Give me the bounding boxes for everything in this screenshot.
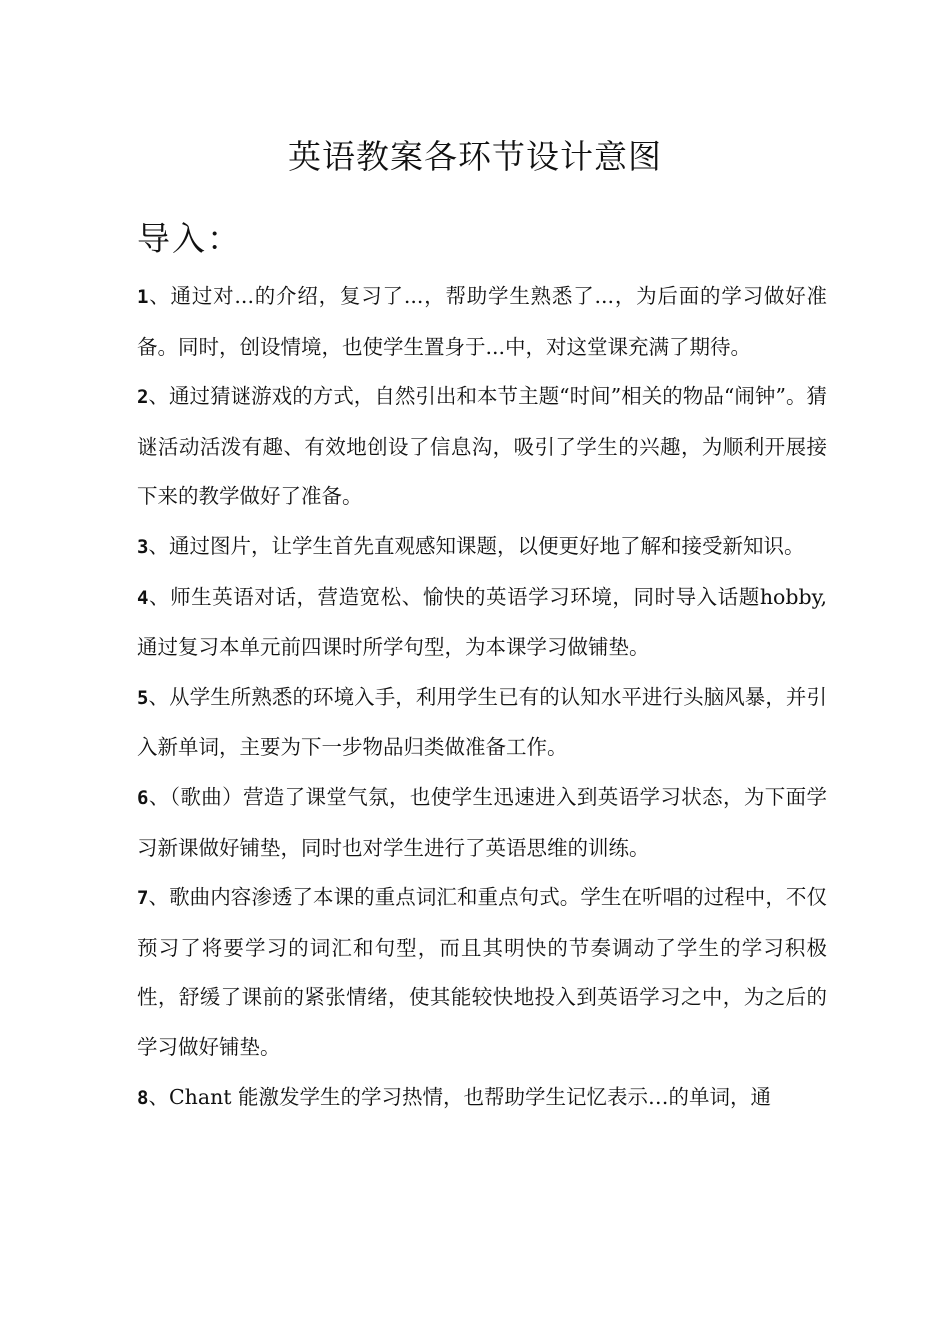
paragraph-2 [137, 372, 827, 522]
paragraph-number: 7 [137, 887, 149, 910]
paragraph-text: 、Chant 能激发学生的学习热情，也帮助学生记忆表示…的单词，通 [148, 1084, 772, 1109]
paragraph-5 [137, 673, 827, 773]
document-title: 英语教案各环节设计意图 [288, 137, 662, 176]
paragraph-number: 4 [137, 586, 149, 609]
paragraph-3 [137, 522, 827, 573]
paragraph-text: 、师生英语对话，营造宽松、愉快的英语学习环境，同时导入话题hobby,通过复习本单元前四课时所学句型，为本课学习做铺垫。 [137, 584, 827, 660]
paragraph-text: 、通过猜谜游戏的方式，自然引出和本节主题“时间”相关的物品“闹钟”。猜谜活动活泼有趣、有效地创设了信息沟，吸引了学生的兴趣，为顺利开展接下来的教学做好了准备。 [137, 384, 827, 509]
section-heading: 导入： [137, 219, 242, 258]
paragraph-text: 、（歌曲）营造了课堂气氛，也使学生迅速进入到英语学习状态，为下面学习新课做好铺垫，同时也对学生进行了英语思维的训练。 [137, 784, 827, 860]
paragraph-text: 、通过图片，让学生首先直观感知课题，以便更好地了解和接受新知识。 [148, 533, 805, 558]
paragraph-number: 3 [137, 535, 149, 558]
paragraph-7 [137, 873, 827, 1072]
paragraph-number: 2 [137, 386, 149, 409]
paragraph-text: 、歌曲内容渗透了本课的重点词汇和重点句式。学生在听唱的过程中，不仅预习了将要学习的词汇和句型，而且其明快的节奏调动了学生的学习积极性，舒缓了课前的紧张情绪，使其能较快地投入到英语学习之中，为之后的学习做好铺垫。 [137, 885, 827, 1059]
paragraph-6 [137, 773, 827, 873]
paragraph-number: 8 [137, 1086, 149, 1109]
paragraph-1 [137, 272, 827, 372]
body-text [137, 272, 827, 1123]
paragraph-text: 、从学生所熟悉的环境入手，利用学生已有的认知水平进行头脑风暴，并引入新单词，主要为下一步物品归类做准备工作。 [137, 684, 827, 760]
paragraph-8 [137, 1073, 827, 1124]
paragraph-4 [137, 573, 827, 673]
paragraph-text: 、通过对...的介绍，复习了...，帮助学生熟悉了...，为后面的学习做好准备。同时，创设情境，也使学生置身于...中，对这堂课充满了期待。 [137, 284, 827, 359]
paragraph-number: 5 [137, 686, 149, 709]
paragraph-number: 6 [137, 786, 149, 809]
paragraph-number: 1 [137, 286, 149, 308]
